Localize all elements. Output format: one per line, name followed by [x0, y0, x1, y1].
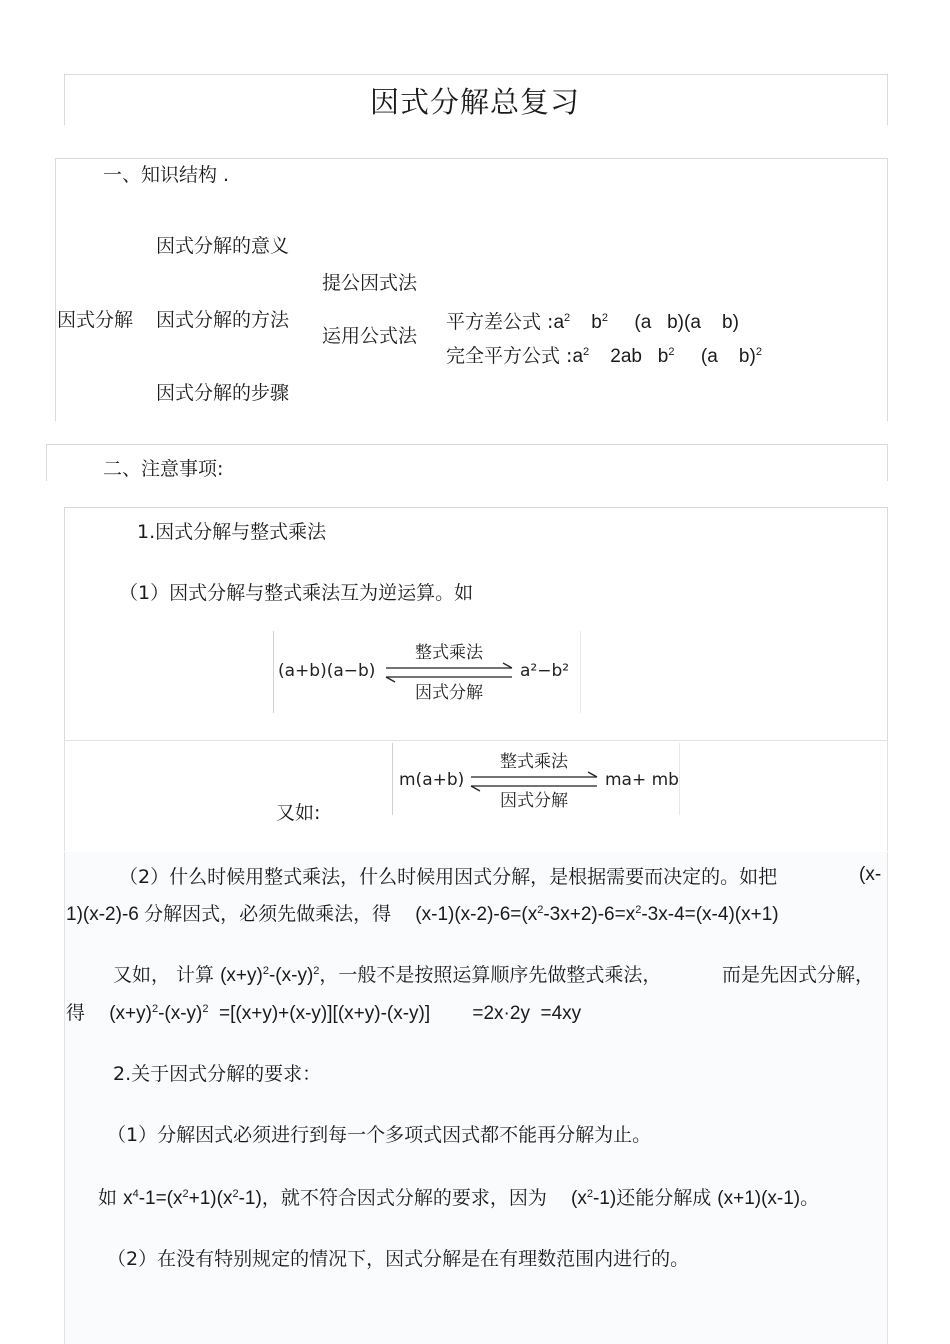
node-root: 因式分解 [57, 309, 134, 331]
item2-heading: 2.关于因式分解的要求： [113, 1063, 322, 1085]
item1-para3-line2: 得 $(x+y)^2-(x-y)^2 =[(x+y)+(x-y)][(x+y)-(x-y)]$ =2x·2y =4xy [66, 1002, 582, 1024]
item1-para3-c: 而是先因式分解， [722, 964, 875, 986]
perfect-square-label: 完全平方公式 : [446, 345, 573, 367]
fig2-right: ma+ mb [605, 770, 679, 790]
item1-para2-line2: 1)(x-2)-6 分解因式，必须先做乘法，得 $(x-1)(x-2)-6=(x^2-3x+2)-6=x^2-3x-4=(x-4)(x+1)$ [66, 904, 779, 925]
diff-squares-formula: 平方差公式 $:a^2$ $b^2$ (a b)(a b) [446, 311, 739, 333]
fig2-left: m(a+b) [399, 770, 465, 790]
item1-para2-line2-a: 1)(x-2)-6 分解因式，必须先做乘法，得 [66, 904, 392, 925]
section2-heading: 二、注意事项: [103, 458, 224, 480]
page-title: 因式分解总复习 [369, 85, 580, 119]
node-formula-method: 运用公式法 [322, 325, 418, 347]
node-method: 因式分解的方法 [156, 309, 290, 331]
also-label: 又如: [276, 802, 321, 824]
fig2-bottom: 因式分解 [500, 791, 568, 811]
item2-para2: 如 $x^4-1=(x^2+1)(x^2-1)$，就不符合因式分解的要求，因为 $(x^2-1)$还能分解成 (x+1)(x-1)。 [98, 1187, 820, 1209]
perfect-square-formula: 完全平方公式 $:a^2$ 2ab $b^2$ (a b)$^2$ [446, 345, 762, 367]
node-common-factor: 提公因式法 [322, 272, 418, 294]
node-meaning: 因式分解的意义 [156, 235, 290, 257]
item1-para2-line1-tail: (x- [859, 864, 882, 885]
fig2-top: 整式乘法 [500, 752, 568, 772]
item1-para3-a: 又如， 计算 [113, 964, 215, 986]
item1-para1: （1）因式分解与整式乘法互为逆运算。如 [119, 582, 474, 604]
item2-para2-e: 。 [800, 1187, 820, 1209]
figure-multiply-factor-2 [392, 743, 680, 815]
item2-para2-a: 如 [98, 1187, 118, 1209]
item1-heading: 1.因式分解与整式乘法 [137, 521, 327, 543]
item1-para3-line1: 又如， 计算 $(x+y)^2-(x-y)^2$，一般不是按照运算顺序先做整式乘法， [113, 964, 662, 986]
figure-multiply-factor-1 [273, 631, 581, 713]
item1-para3-d: 得 [66, 1002, 86, 1024]
item2-para2-c: 还能分解成 [616, 1187, 712, 1209]
fig1-left: (a+b)(a−b) [278, 661, 376, 681]
item2-para2-d: (x+1)(x-1) [717, 1188, 801, 1209]
node-steps: 因式分解的步骤 [156, 382, 290, 404]
fig1-top: 整式乘法 [415, 643, 483, 663]
diff-squares-label: 平方差公式 : [446, 311, 554, 333]
fig1-right: a²−b² [520, 661, 570, 681]
item2-para2-b: ，就不符合因式分解的要求，因为 [261, 1187, 547, 1209]
section1-heading: 一、知识结构 . [103, 164, 230, 186]
item1-para2-line1: （2）什么时候用整式乘法，什么时候用因式分解，是根据需要而决定的。如把 [119, 866, 778, 888]
item2-para3: （2）在没有特别规定的情况下，因式分解是在有理数范围内进行的。 [107, 1248, 690, 1270]
item1-para3-b: ，一般不是按照运算顺序先做整式乘法， [319, 964, 662, 986]
fig1-bottom: 因式分解 [415, 683, 483, 703]
item2-para1: （1）分解因式必须进行到每一个多项式因式都不能再分解为止。 [107, 1124, 652, 1146]
